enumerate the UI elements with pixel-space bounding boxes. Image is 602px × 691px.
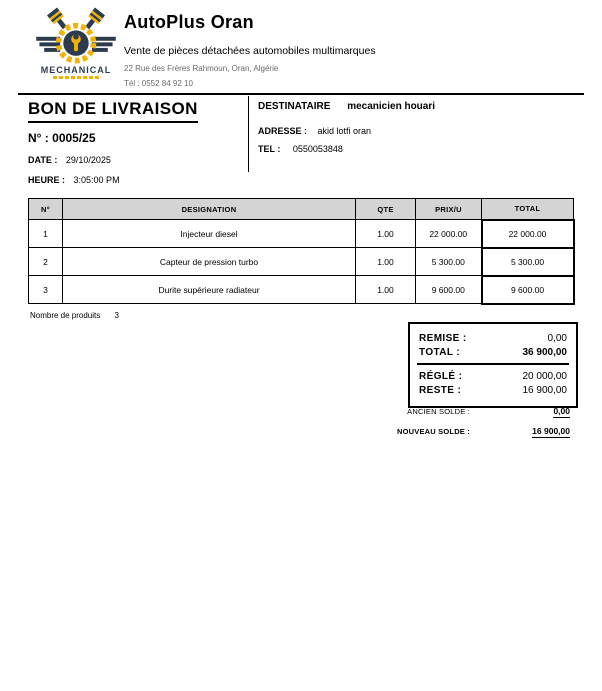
logo-text: MECHANICAL bbox=[40, 65, 112, 75]
cell-unit-price: 22 000.00 bbox=[416, 220, 482, 248]
recipient-phone-value: 0550053848 bbox=[292, 144, 343, 154]
reste-label: RESTE : bbox=[419, 385, 462, 396]
recipient-address-value: akid lotfi oran bbox=[317, 126, 372, 136]
cell-qty: 1.00 bbox=[356, 276, 416, 304]
recipient-address-label: ADRESSE : bbox=[258, 126, 308, 136]
cell-designation: Capteur de pression turbo bbox=[63, 248, 356, 276]
document-number-label: N° : bbox=[28, 131, 49, 145]
regle-row bbox=[419, 371, 567, 382]
header-unit-price: PRIX/U bbox=[416, 199, 482, 220]
mechanical-logo-icon bbox=[36, 5, 116, 67]
document-time bbox=[28, 175, 198, 185]
document-title: BON DE LIVRAISON bbox=[28, 99, 198, 123]
section-divider bbox=[248, 96, 249, 172]
header-total: TOTAL bbox=[482, 199, 574, 220]
new-balance-label: NOUVEAU SOLDE : bbox=[396, 427, 470, 436]
cell-unit-price: 5 300.00 bbox=[416, 248, 482, 276]
remise-row bbox=[419, 333, 567, 344]
company-tagline: Vente de pièces détachées automobiles multimarques bbox=[124, 45, 376, 57]
table-row bbox=[29, 220, 574, 248]
old-balance-label: ANCIEN SOLDE : bbox=[407, 407, 470, 416]
cell-total: 22 000.00 bbox=[482, 220, 574, 248]
product-count-label: Nombre de produits bbox=[30, 311, 101, 320]
table-header-row bbox=[29, 199, 574, 220]
product-count-value: 3 bbox=[114, 311, 119, 320]
recipient-address-line bbox=[258, 126, 435, 136]
recipient-info bbox=[258, 101, 435, 154]
remise-value: 0,00 bbox=[547, 333, 567, 344]
recipient-phone-label: TEL : bbox=[258, 144, 281, 154]
regle-label: RÉGLÉ : bbox=[419, 371, 463, 382]
cell-qty: 1.00 bbox=[356, 248, 416, 276]
totals-separator bbox=[417, 363, 569, 365]
reste-row bbox=[419, 385, 567, 396]
new-balance-value: 16 900,00 bbox=[532, 426, 570, 436]
header-num: N° bbox=[29, 199, 63, 220]
cell-unit-price: 9 600.00 bbox=[416, 276, 482, 304]
items-table bbox=[28, 198, 575, 305]
document-number bbox=[28, 131, 198, 145]
cell-num: 3 bbox=[29, 276, 63, 304]
company-phone: Tél : 0552 84 92 10 bbox=[124, 79, 193, 88]
table-row bbox=[29, 276, 574, 304]
reste-value: 16 900,00 bbox=[522, 385, 567, 396]
new-balance-row bbox=[330, 426, 570, 438]
cell-qty: 1.00 bbox=[356, 220, 416, 248]
logo-tagline-decoration bbox=[53, 76, 99, 79]
header-qty: QTE bbox=[356, 199, 416, 220]
document-date bbox=[28, 155, 198, 165]
total-value: 36 900,00 bbox=[522, 347, 567, 358]
old-balance-row bbox=[330, 406, 570, 418]
recipient-phone-line bbox=[258, 144, 435, 154]
cell-designation: Durite supérieure radiateur bbox=[63, 276, 356, 304]
company-info bbox=[124, 12, 376, 88]
document-number-value: 0005/25 bbox=[52, 131, 96, 145]
company-name: AutoPlus Oran bbox=[124, 12, 254, 32]
cell-total: 9 600.00 bbox=[482, 276, 574, 304]
table-row bbox=[29, 248, 574, 276]
product-count bbox=[30, 311, 119, 320]
document-info bbox=[28, 99, 198, 185]
company-address: 22 Rue des Frères Rahmoun, Oran, Algérie bbox=[124, 64, 279, 73]
remise-label: REMISE : bbox=[419, 333, 467, 344]
totals-box bbox=[408, 322, 578, 408]
header-divider bbox=[18, 93, 584, 95]
total-label: TOTAL : bbox=[419, 347, 461, 358]
recipient-line bbox=[258, 101, 435, 112]
cell-total: 5 300.00 bbox=[482, 248, 574, 276]
old-balance-value: 0,00 bbox=[553, 406, 570, 416]
recipient-name: mecanicien houari bbox=[347, 101, 436, 112]
cell-num: 1 bbox=[29, 220, 63, 248]
date-value: 29/10/2025 bbox=[65, 155, 111, 165]
cell-designation: Injecteur diesel bbox=[63, 220, 356, 248]
time-value: 3:05:00 PM bbox=[73, 175, 120, 185]
company-logo bbox=[34, 5, 118, 89]
recipient-label: DESTINATAIRE bbox=[258, 101, 331, 112]
balance-section bbox=[330, 406, 570, 446]
total-row bbox=[419, 347, 567, 358]
date-label: DATE : bbox=[28, 155, 58, 165]
time-label: HEURE : bbox=[28, 175, 66, 185]
cell-num: 2 bbox=[29, 248, 63, 276]
header-designation: DESIGNATION bbox=[63, 199, 356, 220]
regle-value: 20 000,00 bbox=[522, 371, 567, 382]
